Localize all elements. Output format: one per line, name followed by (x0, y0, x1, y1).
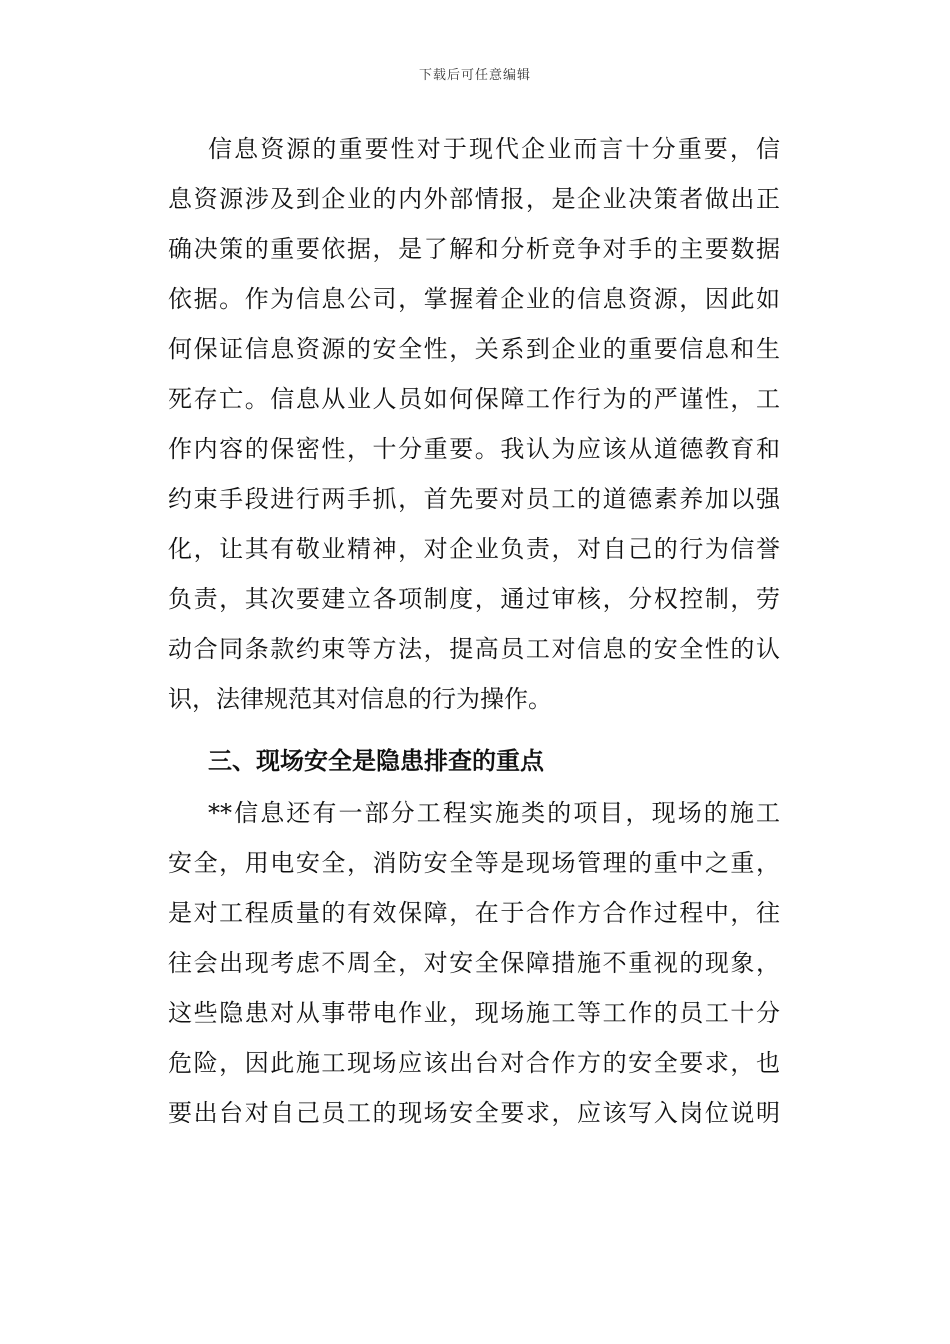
paragraph-line: 动合同条款约束等方法，提高员工对信息的安全性的认 (168, 635, 780, 663)
paragraph-line: 化，让其有敬业精神，对企业负责，对自己的行为信誉 (168, 535, 780, 563)
paragraph-line: 何保证信息资源的安全性，关系到企业的重要信息和生 (168, 335, 780, 363)
paragraph-line: 确决策的重要依据，是了解和分析竞争对手的主要数据 (168, 235, 780, 263)
paragraph-line: 识，法律规范其对信息的行为操作。 (168, 685, 552, 713)
section-heading: 三、现场安全是隐患排查的重点 (208, 747, 544, 775)
paragraph-line: 要出台对自己员工的现场安全要求，应该写入岗位说明 (168, 1099, 780, 1127)
header-note: 下载后可任意编辑 (418, 68, 531, 83)
paragraph-line: 危险，因此施工现场应该出台对合作方的安全要求，也 (168, 1049, 780, 1077)
paragraph-line: 息资源涉及到企业的内外部情报，是企业决策者做出正 (168, 185, 780, 213)
paragraph-line: 死存亡。信息从业人员如何保障工作行为的严谨性，工 (168, 385, 780, 413)
paragraph-line: 依据。作为信息公司，掌握着企业的信息资源，因此如 (168, 285, 780, 313)
paragraph-line: 约束手段进行两手抓，首先要对员工的道德素养加以强 (168, 485, 780, 513)
paragraph-information-resources (168, 124, 780, 724)
document-body (168, 124, 780, 1138)
paragraph-line: 作内容的保密性，十分重要。我认为应该从道德教育和 (168, 435, 780, 463)
paragraph-line: **信息还有一部分工程实施类的项目，现场的施工 (208, 799, 780, 827)
paragraph-line: 负责，其次要建立各项制度，通过审核，分权控制，劳 (168, 585, 780, 613)
paragraph-line: 往会出现考虑不周全，对安全保障措施不重视的现象， (168, 949, 780, 977)
paragraph-line: 安全，用电安全，消防安全等是现场管理的重中之重， (168, 849, 780, 877)
paragraph-line: 信息资源的重要性对于现代企业而言十分重要，信 (208, 135, 780, 163)
paragraph-line: 这些隐患对从事带电作业，现场施工等工作的员工十分 (168, 999, 780, 1027)
paragraph-line: 是对工程质量的有效保障，在于合作方合作过程中，往 (168, 899, 780, 927)
paragraph-site-safety (168, 788, 780, 1138)
